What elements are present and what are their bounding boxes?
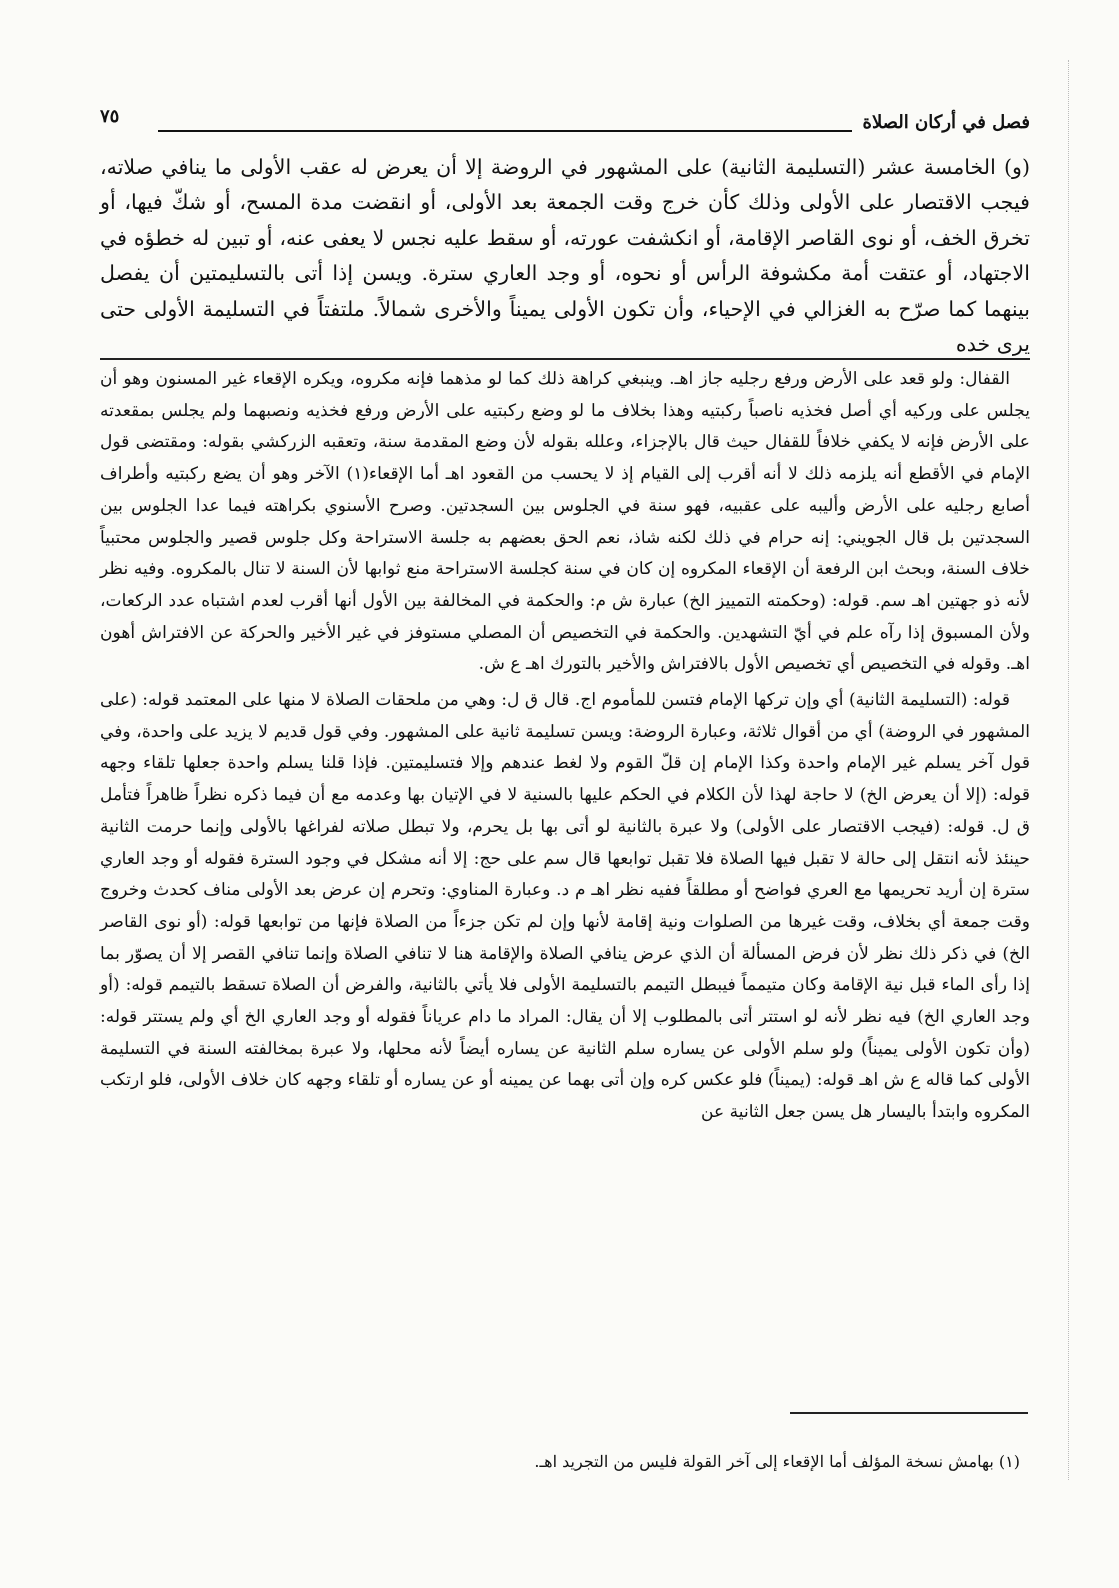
commentary-block — [100, 364, 1030, 1129]
header-rule — [158, 130, 852, 132]
commentary-paragraph-1: القفال: ولو قعد على الأرض ورفع رجليه جاز اهـ. وينبغي كراهة ذلك كما لو مذهما فإنه مكروه، ويكره الإقعاء غير المسنون وهو أن يجلس على وركيه أي أصل فخذيه ناصباً ركبتيه وهذا بخلاف ما لو وضع ركبتيه على الأرض ورفع فخذيه ونصبهما ولم يجلس بمقعدته على الأرض فإنه لا يكفي خلافاً للقفال حيث قال بالإجزاء، وعلله بقوله لأن وضع المقدمة سنة، وتعقبه الزركشي بقوله: ومقتضى قول الإمام في الأقطع أنه يلزمه ذلك لا أنه أقرب إلى القيام إذ لا يحسب من القعود اهـ أما الإقعاء(١) الآخر وهو أن يضع ركبتيه وأطراف أصابع رجليه على الأرض وأليبه على عقبيه، فهو سنة في الجلوس بين السجدتين. وصرح الأسنوي بكراهته فيما عدا الجلوس بين السجدتين بل قال الجويني: إنه حرام في ذلك لكنه شاذ، نعم الحق بعضهم به جلسة الاستراحة وكل جلوس قصير والجلوس محتبياً خلاف السنة، وبحث ابن الرفعة أن الإقعاء المكروه إن كان في سنة كجلسة الاستراحة منع ثوابها لأن السنة لا تنال بالمكروه. وفيه نظر لأنه ذو جهتين اهـ سم. قوله: (وحكمته التمييز الخ) عبارة ش م: والحكمة في المخالفة بين الأول أنها أقرب لعدم اشتباه عدد الركعات، ولأن المسبوق إذا رآه علم في أيّ التشهدين. والحكمة في التخصيص أن المصلي مستوفز في غير الأخير والحركة عن الافتراش أهون اهـ. وقوله في التخصيص أي تخصيص الأول بالافتراش والأخير بالتورك اهـ ع ش. — [100, 369, 1031, 675]
chapter-title: فصل في أركان الصلاة — [862, 112, 1030, 133]
page-number: ٧٥ — [100, 106, 120, 127]
main-text-separator — [100, 358, 1030, 360]
commentary-paragraph-2: قوله: (التسليمة الثانية) أي وإن تركها الإمام فتسن للمأموم اج. قال ق ل: وهي من ملحقات الصلاة لا منها على المعتمد قوله: (على المشهور في الروضة) أي من أقوال ثلاثة، وعبارة الروضة: ويسن تسليمة ثانية على المشهور. وفي قول قديم لا يزيد على واحدة، وفي قول آخر يسلم غير الإمام واحدة وكذا الإمام إن قلّ القوم ولا لغط عندهم وإلا فتسليمتين. فإذا قلنا يسلم واحدة جعلها تلقاء وجهه قوله: (إلا أن يعرض الخ) لا حاجة لهذا لأن الكلام في الحكم عليها بالسنية لا في الإتيان بها وعدمه مع أن فيما ذكره نظراً ظاهراً فتأمل ق ل. قوله: (فيجب الاقتصار على الأولى) ولا عبرة بالثانية لو أتى بها بل يحرم، ولا تبطل صلاته لفراغها بالأولى وإنما حرمت الثانية حينئذ لأنه انتقل إلى حالة لا تقبل فيها الصلاة فلا تقبل توابعها قال سم على حج: إلا أنه مشكل في وجود السترة فقوله أو وجد العاري سترة إن أريد تحريمها مع العري فواضح أو مطلقاً ففيه نظر اهـ م د. وعبارة المناوي: وتحرم إن عرض بعد الأولى مناف كحدث وخروج وقت جمعة أي بخلاف، وقت غيرها من الصلوات ونية إقامة لأنها وإن لم تكن جزءاً من الصلاة فإنها من توابعها قوله: (أو نوى القاصر الخ) في ذكر ذلك نظر لأن فرض المسألة أن الذي عرض ينافي الصلاة والإقامة هنا لا تنافي الصلاة وإنما تنافي القصر إلا أن يصوّر بما إذا رأى الماء قبل نية الإقامة وكان متيمماً فيبطل التيمم بالتسليمة الأولى فلا يأتي بالثانية، والفرض أن الصلاة تسقط بالتيمم قوله: (أو وجد العاري الخ) فيه نظر لأنه لو استتر أتى بالمطلوب إلا أن يقال: المراد ما دام عرياناً فقوله أو وجد العاري الخ أي ولم يستتر قوله: (وأن تكون الأولى يميناً) ولو سلم الأولى عن يساره سلم الثانية عن يساره أيضاً لأنه محلها، ولا عبرة بمخالفته السنة في التسليمة الأولى كما قاله ع ش اهـ قوله: (يميناً) فلو عكس كره وإن أتى بهما عن يمينه أو عن يساره أو تلقاء وجهه كان خلاف الأولى، فلو ارتكب المكروه وابتدأ باليسار هل يسن جعل الثانية عن — [100, 690, 1030, 1123]
scan-edge-mark — [1068, 60, 1099, 1480]
main-text-block — [100, 150, 1030, 362]
page-header — [100, 100, 1030, 140]
footnote-separator — [790, 1412, 1028, 1414]
main-paragraph: (و) الخامسة عشر (التسليمة الثانية) على المشهور في الروضة إلا أن يعرض له عقب الأولى ما ينافي صلاته، فيجب الاقتصار على الأولى وذلك كأن خرج وقت الجمعة بعد الأولى، أو انقضت مدة المسح، أو شكّ فيها، أو تخرق الخف، أو نوى القاصر الإقامة، أو انكشفت عورته، أو سقط عليه نجس لا يعفى عنه، أو تبين له خطؤه في الاجتهاد، أو عتقت أمة مكشوفة الرأس أو نحوه، أو وجد العاري سترة. ويسن إذا أتى بالتسليمتين أن يفصل بينهما كما صرّح به الغزالي في الإحياء، وأن تكون الأولى يميناً والأخرى شمالاً. ملتفتاً في التسليمة الأولى حتى يرى خده — [100, 155, 1030, 357]
footnote-text: (١) بهامش نسخة المؤلف أما الإقعاء إلى آخر القولة فليس من التجريد اهـ. — [534, 1452, 1020, 1471]
footnote — [100, 1450, 1020, 1474]
